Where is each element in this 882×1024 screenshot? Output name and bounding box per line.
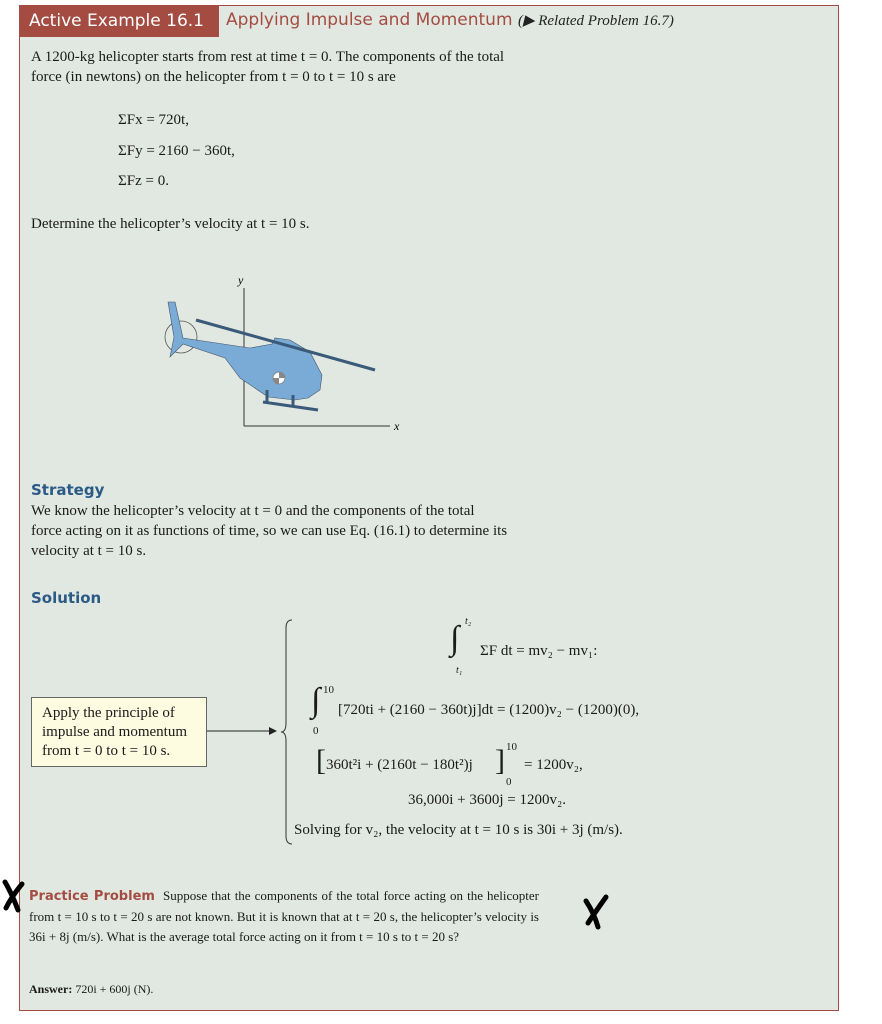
equation-2: [720ti + (2160 − 360t)j]dt = (1200)v₂ − (1200)(0), xyxy=(338,702,640,718)
x-mark-icon xyxy=(578,893,612,931)
limit-upper: t₂ xyxy=(465,616,472,627)
callout-line: impulse and momentum xyxy=(42,724,187,740)
callout-line: from t = 0 to t = 10 s. xyxy=(42,743,171,759)
related-problem-link[interactable]: (▶ Related Problem 16.7) xyxy=(517,13,674,29)
strategy-line: We know the helicopter’s velocity at t = 0 and the components of the total xyxy=(31,503,475,519)
limit-lower: 0 xyxy=(506,776,512,788)
y-axis-label: y xyxy=(238,273,244,287)
strategy-line: velocity at t = 10 s. xyxy=(31,543,147,559)
limit-lower: t₁ xyxy=(456,665,463,676)
title-text: Applying Impulse and Momentum xyxy=(226,10,513,30)
bracket-left: [ xyxy=(316,744,326,777)
solution-conclusion: Solving for v₂, the velocity at t = 10 s is 30i + 3j (m/s). xyxy=(294,822,623,838)
bracket-right: ] xyxy=(495,744,505,777)
answer-value: 720i + 600j (N). xyxy=(75,982,154,996)
practice-text: Suppose that the components of the total force acting on the helicopter from t = 10 s to t = 20 s are not known. But it is known that at t = 20 s, the helicopter’s velocity is 36i + 8j (m/s). What is the average total force acting on it from t = 10 s to t = 20 s? xyxy=(29,888,539,944)
integral-sign-icon: ∫ xyxy=(450,620,460,657)
x-mark-icon xyxy=(0,878,26,914)
limit-lower: 0 xyxy=(313,725,319,737)
limit-upper: 10 xyxy=(323,684,334,696)
equation-3-rhs: = 1200v₂, xyxy=(524,757,583,773)
question: Determine the helicopter’s velocity at t = 10 s. xyxy=(31,216,310,232)
force-y: ΣFy = 2160 − 360t, xyxy=(118,143,235,159)
force-x: ΣFx = 720t, xyxy=(118,112,189,128)
integral-sign-icon: ∫ xyxy=(311,682,321,719)
brace xyxy=(280,618,294,846)
force-z: ΣFz = 0. xyxy=(118,173,169,189)
equation-1: ΣF dt = mv₂ − mv₁: xyxy=(480,643,598,659)
intro-line-1: A 1200-kg helicopter starts from rest at time t = 0. The components of the total xyxy=(31,49,505,65)
strategy-heading: Strategy xyxy=(31,481,105,499)
callout-line: Apply the principle of xyxy=(42,705,175,721)
practice-problem xyxy=(29,886,539,947)
answer xyxy=(29,982,153,997)
example-tab: Active Example 16.1 xyxy=(19,5,219,37)
practice-label: Practice Problem xyxy=(29,889,155,904)
x-axis-label: x xyxy=(394,419,400,433)
example-title xyxy=(226,10,674,30)
helicopter-figure xyxy=(150,260,410,440)
intro-line-2: force (in newtons) on the helicopter from t = 0 to t = 10 s are xyxy=(31,69,396,85)
callout-box xyxy=(31,697,207,767)
arrow-icon xyxy=(207,726,287,736)
equation-4: 36,000i + 3600j = 1200v₂. xyxy=(408,792,566,808)
answer-label: Answer: xyxy=(29,982,73,996)
solution-heading: Solution xyxy=(31,589,102,607)
strategy-line: force acting on it as functions of time, so we can use Eq. (16.1) to determine its xyxy=(31,523,508,539)
limit-upper: 10 xyxy=(506,741,517,753)
equation-3: 360t²i + (2160t − 180t²)j xyxy=(326,757,473,773)
